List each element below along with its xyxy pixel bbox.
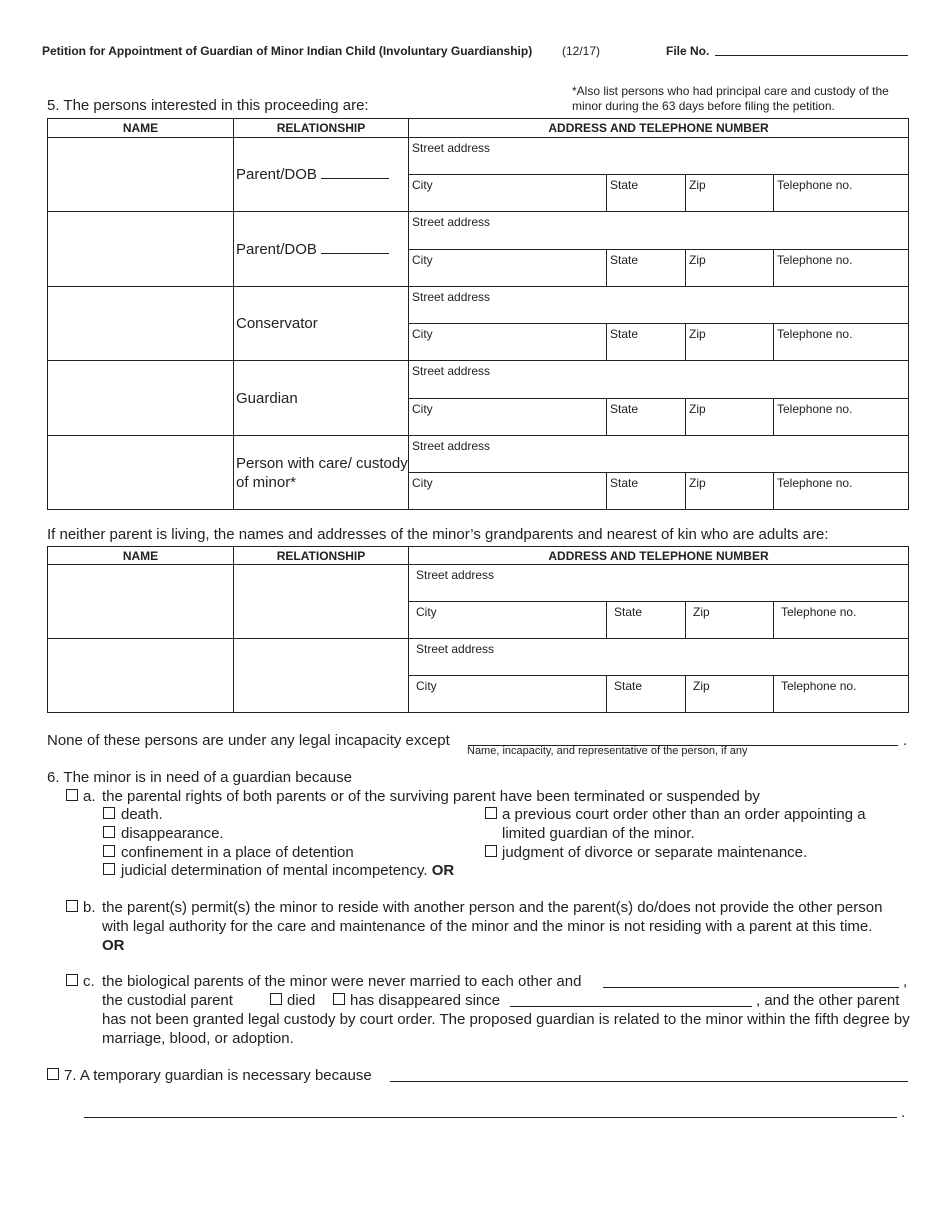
name-cell[interactable] (48, 212, 234, 287)
name-cell[interactable] (48, 436, 234, 510)
option-c-letter: c. (83, 973, 95, 990)
col-name-header: NAME (48, 547, 234, 565)
telephone-cell[interactable]: Telephone no. (774, 250, 909, 287)
zip-cell[interactable]: Zip (686, 324, 774, 361)
kin-heading: If neither parent is living, the names and addresses of the minor’s grandparents and nearest of kin who are adults are: (47, 526, 829, 543)
incompetency-checkbox[interactable] (103, 863, 115, 875)
option-b-checkbox[interactable] (66, 900, 78, 912)
table-row (48, 565, 909, 602)
telephone-cell[interactable]: Telephone no. (774, 676, 909, 713)
col-relationship-header: RELATIONSHIP (234, 119, 409, 138)
street-address-cell[interactable]: Street address (409, 639, 909, 676)
section-7-text: 7. A temporary guardian is necessary because (64, 1067, 372, 1084)
interested-persons-table (47, 118, 909, 510)
street-address-cell[interactable]: Street address (409, 287, 909, 324)
death-label: death. (121, 806, 163, 823)
table-row (48, 138, 909, 175)
relationship-cell: Parent/DOB (234, 138, 409, 212)
temporary-reason-field-2[interactable] (84, 1117, 897, 1118)
form-title: Petition for Appointment of Guardian of Minor Indian Child (Involuntary Guardianship) (42, 44, 533, 58)
city-cell[interactable]: City (409, 602, 607, 639)
relationship-cell[interactable] (234, 565, 409, 639)
col-name-header: NAME (48, 119, 234, 138)
detention-checkbox[interactable] (103, 845, 115, 857)
option-b-letter: b. (83, 899, 96, 916)
died-checkbox[interactable] (270, 993, 282, 1005)
telephone-cell[interactable]: Telephone no. (774, 324, 909, 361)
zip-cell[interactable]: Zip (686, 399, 774, 436)
incapacity-period: . (903, 732, 908, 749)
section-7-period: . (901, 1104, 906, 1121)
dob-field[interactable] (321, 253, 389, 254)
table-row (48, 212, 909, 250)
city-cell[interactable]: City (409, 175, 607, 212)
divorce-label: judgment of divorce or separate maintenance. (502, 844, 808, 861)
telephone-cell[interactable]: Telephone no. (774, 175, 909, 212)
file-no-field[interactable] (715, 55, 908, 56)
option-c-comma: , (903, 973, 908, 990)
relationship-cell: Conservator (234, 287, 409, 361)
zip-cell[interactable]: Zip (686, 175, 774, 212)
telephone-cell[interactable]: Telephone no. (774, 473, 909, 510)
street-address-cell[interactable]: Street address (409, 361, 909, 399)
telephone-cell[interactable]: Telephone no. (774, 602, 909, 639)
previous-order-label: a previous court order other than an order appointing a limited guardian of the minor. (502, 806, 866, 842)
disappearance-label: disappearance. (121, 825, 224, 842)
state-cell[interactable]: State (607, 473, 686, 510)
option-c-checkbox[interactable] (66, 974, 78, 986)
previous-order-checkbox[interactable] (485, 807, 497, 819)
custodial-parent-label: the custodial parent (102, 992, 233, 1009)
option-a-letter: a. (83, 788, 96, 805)
section-6-heading: 6. The minor is in need of a guardian because (47, 769, 352, 786)
option-a-checkbox[interactable] (66, 789, 78, 801)
dob-field[interactable] (321, 178, 389, 179)
name-cell[interactable] (48, 361, 234, 436)
state-cell[interactable]: State (607, 324, 686, 361)
incapacity-caption: Name, incapacity, and representative of the person, if any (467, 745, 748, 757)
table-row (48, 436, 909, 473)
option-b-text: the parent(s) permit(s) the minor to reside with another person and the parent(s) do/does not provide the other person with legal authority for the care and maintenance of the minor and the minor is not residing with a parent at this time. (102, 899, 883, 935)
relationship-cell: Guardian (234, 361, 409, 436)
option-c-text: the biological parents of the minor were never married to each other and (102, 973, 582, 990)
city-cell[interactable]: City (409, 676, 607, 713)
street-address-cell[interactable]: Street address (409, 436, 909, 473)
incompetency-label: judicial determination of mental incompetency. OR (121, 862, 455, 879)
table-row (48, 361, 909, 399)
child-name-field[interactable] (603, 987, 899, 988)
other-parent-label: , and the other parent (756, 992, 900, 1009)
table-row (48, 287, 909, 324)
died-label: died (287, 992, 316, 1009)
state-cell[interactable]: State (607, 399, 686, 436)
city-cell[interactable]: City (409, 399, 607, 436)
col-relationship-header: RELATIONSHIP (234, 547, 409, 565)
zip-cell[interactable]: Zip (686, 250, 774, 287)
table-row (48, 639, 909, 676)
city-cell[interactable]: City (409, 250, 607, 287)
disappeared-label: has disappeared since (350, 992, 501, 1009)
file-no-label: File No. (666, 44, 710, 58)
zip-cell[interactable]: Zip (686, 602, 774, 639)
option-a-text: the parental rights of both parents or of the surviving parent have been terminated or suspended by (102, 788, 760, 805)
care-custody-note: *Also list persons who had principal care and custody of the minor during the 63 days before filing the petition. (572, 84, 889, 113)
form-revision: (12/17) (562, 44, 601, 58)
relationship-cell: Parent/DOB (234, 212, 409, 287)
option-b-or: OR (102, 937, 125, 954)
col-address-header: ADDRESS AND TELEPHONE NUMBER (409, 547, 909, 565)
state-cell[interactable]: State (607, 676, 686, 713)
option-c-text-2: has not been granted legal custody by court order. The proposed guardian is related to the minor within the fifth degree by marriage, blood, or adoption. (102, 1011, 910, 1047)
incapacity-text: None of these persons are under any legal incapacity except (47, 732, 450, 749)
zip-cell[interactable]: Zip (686, 473, 774, 510)
street-address-cell[interactable]: Street address (409, 212, 909, 250)
name-cell[interactable] (48, 639, 234, 713)
telephone-cell[interactable]: Telephone no. (774, 399, 909, 436)
city-cell[interactable]: City (409, 473, 607, 510)
col-address-header: ADDRESS AND TELEPHONE NUMBER (409, 119, 909, 138)
name-cell[interactable] (48, 287, 234, 361)
detention-label: confinement in a place of detention (121, 844, 354, 861)
temporary-reason-field[interactable] (390, 1081, 908, 1082)
kin-table (47, 546, 909, 713)
disappeared-date-field[interactable] (510, 1006, 752, 1007)
zip-cell[interactable]: Zip (686, 676, 774, 713)
relationship-cell[interactable] (234, 639, 409, 713)
disappearance-checkbox[interactable] (103, 826, 115, 838)
state-cell[interactable]: State (607, 602, 686, 639)
death-checkbox[interactable] (103, 807, 115, 819)
relationship-cell: Person with care/ custody of minor* (234, 436, 409, 510)
state-cell[interactable]: State (607, 175, 686, 212)
name-cell[interactable] (48, 565, 234, 639)
state-cell[interactable]: State (607, 250, 686, 287)
section-5-heading: 5. The persons interested in this proceeding are: (47, 97, 369, 114)
city-cell[interactable]: City (409, 324, 607, 361)
divorce-checkbox[interactable] (485, 845, 497, 857)
section-7-checkbox[interactable] (47, 1068, 59, 1080)
name-cell[interactable] (48, 138, 234, 212)
disappeared-checkbox[interactable] (333, 993, 345, 1005)
or-label: OR (431, 862, 455, 879)
street-address-cell[interactable]: Street address (409, 565, 909, 602)
street-address-cell[interactable]: Street address (409, 138, 909, 175)
